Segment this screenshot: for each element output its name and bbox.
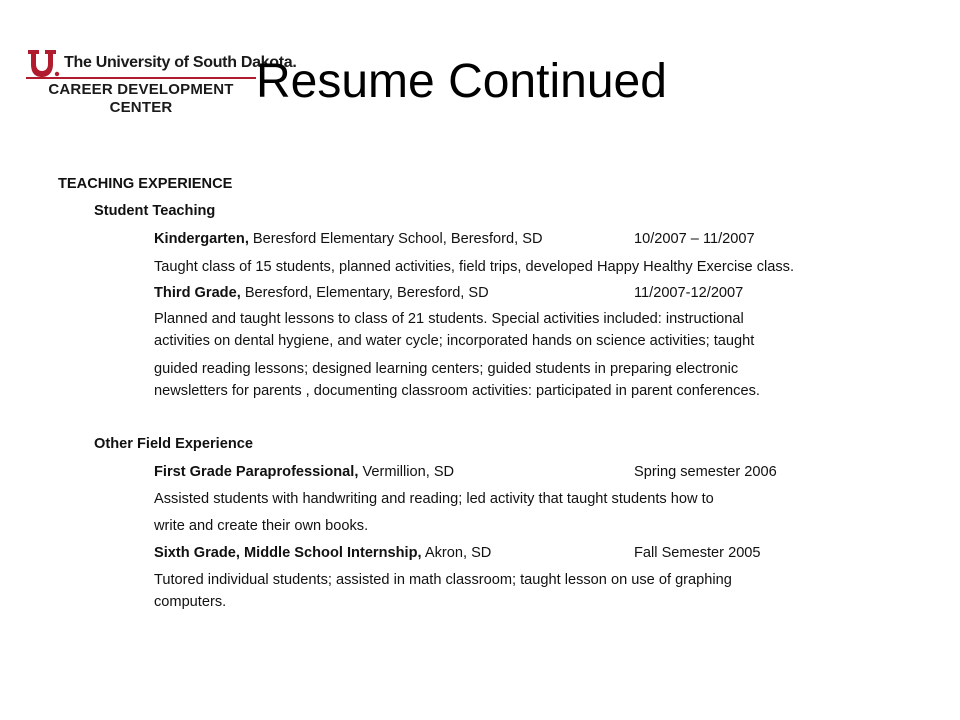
logo-line-2: CENTER [109,99,173,116]
entry-dates: Spring semester 2006 [634,464,777,480]
entry-place: Akron, SD [421,545,492,561]
entry-third-grade [154,283,934,303]
entry-description: write and create their own books. [154,518,369,534]
entry-place: Vermillion, SD [358,464,455,480]
entry-description: computers. [154,594,227,610]
entry-dates: Fall Semester 2005 [634,545,761,561]
entry-description: guided reading lessons; designed learning centers; guided students in preparing electronic [154,361,739,377]
slide-title: Resume Continued [256,55,667,108]
entry-description: Taught class of 15 students, planned activities, field trips, developed Happy Healthy Exercise class. [154,259,795,275]
entry-role: Sixth Grade, Middle School Internship, [154,545,422,561]
entry-description: Planned and taught lessons to class of 21 students. Special activities included: instructional [154,311,744,327]
subsection-heading-student-teaching: Student Teaching [94,203,216,219]
entry-description: newsletters for parents , documenting classroom activities: participated in parent conferences. [154,383,760,399]
entry-description: Tutored individual students; assisted in math classroom; taught lesson on use of graphing [154,572,732,588]
entry-dates: 10/2007 – 11/2007 [634,231,755,247]
entry-place: Beresford Elementary School, Beresford, SD [248,231,543,247]
entry-first-grade [154,462,934,482]
entry-description: Assisted students with handwriting and reading; led activity that taught students how to [154,491,714,507]
logo-university-name: The University of South Dakota. [64,54,297,71]
entry-place: Beresford, Elementary, Beresford, SD [240,285,489,301]
entry-role: Kindergarten, [154,231,249,247]
logo-line-1: CAREER DEVELOPMENT [48,81,234,98]
entry-kindergarten [154,229,934,249]
entry-role: First Grade Paraprofessional, [154,464,359,480]
section-heading: TEACHING EXPERIENCE [58,176,233,192]
entry-sixth-grade [154,543,934,563]
entry-dates: 11/2007-12/2007 [634,285,744,301]
entry-role: Third Grade, [154,285,241,301]
entry-description: activities on dental hygiene, and water cycle; incorporated hands on science activities; taught [154,333,755,349]
subsection-heading-other-field: Other Field Experience [94,436,253,452]
